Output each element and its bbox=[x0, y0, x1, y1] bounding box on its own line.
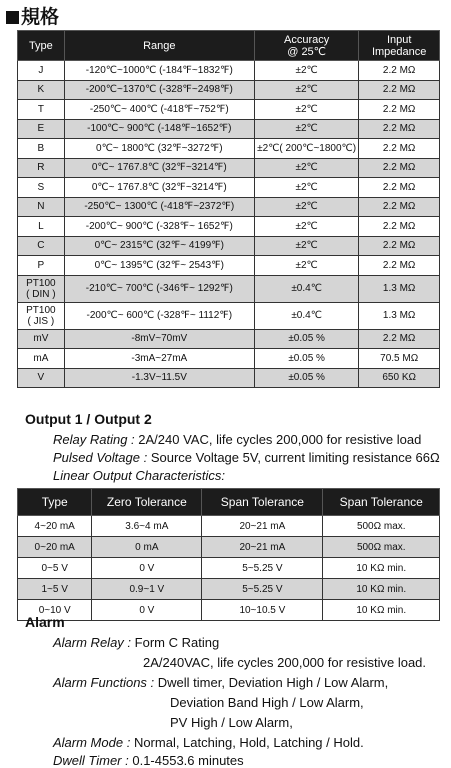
cell-range: -200℃~1370℃ (-328℉~2498℉) bbox=[64, 80, 254, 100]
cell-type: E bbox=[18, 119, 65, 139]
cell-type: PT100 ( JIS ) bbox=[18, 302, 65, 329]
cell-span: 20~21 mA bbox=[202, 516, 323, 537]
col-impedance: Input Impedance bbox=[359, 31, 440, 61]
table-row bbox=[18, 119, 440, 139]
col-accuracy: Accuracy @ 25℃ bbox=[254, 31, 358, 61]
table-row bbox=[18, 158, 440, 178]
table-row bbox=[18, 275, 440, 302]
cell-impedance: 2.2 MΩ bbox=[359, 61, 440, 81]
cell-span: 5~5.25 V bbox=[202, 558, 323, 579]
cell-range: -8mV~70mV bbox=[64, 329, 254, 349]
cell-type: 0~20 mA bbox=[18, 537, 92, 558]
linear-output-label: Linear Output Characteristics: bbox=[53, 468, 225, 483]
cell-type: mA bbox=[18, 349, 65, 369]
cell-type: L bbox=[18, 217, 65, 237]
cell-impedance: 2.2 MΩ bbox=[359, 197, 440, 217]
table-row bbox=[18, 302, 440, 329]
cell-zero: 0 V bbox=[92, 600, 202, 621]
cell-type: 0~10 V bbox=[18, 600, 92, 621]
cell-type: 1~5 V bbox=[18, 579, 92, 600]
cell-span: 20~21 mA bbox=[202, 537, 323, 558]
cell-accuracy: ±2℃ bbox=[254, 178, 358, 198]
cell-accuracy: ±0.4℃ bbox=[254, 302, 358, 329]
cell-range: 0℃~ 1800℃ (32℉~3272℉) bbox=[64, 139, 254, 159]
cell-range: -210℃~ 700℃ (-346℉~ 1292℉) bbox=[64, 275, 254, 302]
table-row bbox=[18, 236, 440, 256]
cell-accuracy: ±2℃ bbox=[254, 119, 358, 139]
alarm-functions: Alarm Functions : Dwell timer, Deviation High / Low Alarm, bbox=[53, 675, 389, 690]
cell-range: -200℃~ 900℃ (-328℉~ 1652℉) bbox=[64, 217, 254, 237]
cell-accuracy: ±0.05 % bbox=[254, 329, 358, 349]
cell-impedance: 2.2 MΩ bbox=[359, 329, 440, 349]
cell-type: mV bbox=[18, 329, 65, 349]
cell-type: N bbox=[18, 197, 65, 217]
cell-range: 0℃~ 1767.8℃ (32℉~3214℉) bbox=[64, 158, 254, 178]
cell-type: 4~20 mA bbox=[18, 516, 92, 537]
cell-impedance: 1.3 MΩ bbox=[359, 302, 440, 329]
cell-range: 0℃~ 2315℃ (32℉~ 4199℉) bbox=[64, 236, 254, 256]
cell-accuracy: ±0.05 % bbox=[254, 368, 358, 388]
cell-span: 5~5.25 V bbox=[202, 579, 323, 600]
cell-zero: 0 mA bbox=[92, 537, 202, 558]
table-row bbox=[18, 368, 440, 388]
col-range: Range bbox=[64, 31, 254, 61]
alarm-relay: Alarm Relay : Form C Rating bbox=[53, 635, 220, 650]
table-row bbox=[18, 516, 440, 537]
alarm-title: Alarm bbox=[25, 614, 65, 630]
cell-zero: 0 V bbox=[92, 558, 202, 579]
cell-accuracy: ±2℃ bbox=[254, 158, 358, 178]
cell-range: -120℃~1000℃ (-184℉~1832℉) bbox=[64, 61, 254, 81]
cell-impedance: 2.2 MΩ bbox=[359, 256, 440, 276]
square-bullet-icon bbox=[6, 11, 19, 24]
alarm-relay-rating: 2A/240VAC, life cycles 200,000 for resistive load. bbox=[143, 655, 427, 670]
dwell-timer: Dwell Timer : 0.1-4553.6 minutes bbox=[53, 753, 244, 768]
cell-span2: 500Ω max. bbox=[323, 516, 440, 537]
cell-span: 10~10.5 V bbox=[202, 600, 323, 621]
cell-zero: 3.6~4 mA bbox=[92, 516, 202, 537]
cell-impedance: 2.2 MΩ bbox=[359, 80, 440, 100]
table-row bbox=[18, 558, 440, 579]
cell-impedance: 2.2 MΩ bbox=[359, 100, 440, 120]
table-row bbox=[18, 178, 440, 198]
cell-impedance: 2.2 MΩ bbox=[359, 158, 440, 178]
cell-impedance: 1.3 MΩ bbox=[359, 275, 440, 302]
cell-accuracy: ±2℃ bbox=[254, 80, 358, 100]
cell-impedance: 2.2 MΩ bbox=[359, 236, 440, 256]
cell-accuracy: ±2℃( 200℃~1800℃) bbox=[254, 139, 358, 159]
cell-span2: 10 KΩ min. bbox=[323, 579, 440, 600]
cell-impedance: 2.2 MΩ bbox=[359, 139, 440, 159]
cell-accuracy: ±0.4℃ bbox=[254, 275, 358, 302]
cell-range: -250℃~ 1300℃ (-418℉~2372℉) bbox=[64, 197, 254, 217]
cell-type: PT100 ( DIN ) bbox=[18, 275, 65, 302]
cell-span2: 10 KΩ min. bbox=[323, 558, 440, 579]
col-zero-tolerance: Zero Tolerance bbox=[92, 489, 202, 516]
input-spec-table bbox=[17, 30, 440, 388]
cell-impedance: 2.2 MΩ bbox=[359, 217, 440, 237]
cell-type: S bbox=[18, 178, 65, 198]
cell-range: -1.3V~11.5V bbox=[64, 368, 254, 388]
cell-accuracy: ±2℃ bbox=[254, 217, 358, 237]
output-title: Output 1 / Output 2 bbox=[25, 411, 152, 427]
cell-impedance: 70.5 MΩ bbox=[359, 349, 440, 369]
alarm-mode: Alarm Mode : Normal, Latching, Hold, Latching / Hold. bbox=[53, 735, 364, 750]
cell-impedance: 650 KΩ bbox=[359, 368, 440, 388]
cell-zero: 0.9~1 V bbox=[92, 579, 202, 600]
table-row bbox=[18, 80, 440, 100]
col-span-tolerance: Span Tolerance bbox=[202, 489, 323, 516]
cell-range: -250℃~ 400℃ (-418℉~752℉) bbox=[64, 100, 254, 120]
cell-accuracy: ±2℃ bbox=[254, 61, 358, 81]
cell-range: 0℃~ 1395℃ (32℉~ 2543℉) bbox=[64, 256, 254, 276]
relay-rating: Relay Rating : 2A/240 VAC, life cycles 200,000 for resistive load bbox=[53, 432, 422, 447]
table-row bbox=[18, 139, 440, 159]
cell-accuracy: ±0.05 % bbox=[254, 349, 358, 369]
table-row bbox=[18, 579, 440, 600]
cell-range: -200℃~ 600℃ (-328℉~ 1112℉) bbox=[64, 302, 254, 329]
table-row bbox=[18, 61, 440, 81]
cell-type: T bbox=[18, 100, 65, 120]
cell-accuracy: ±2℃ bbox=[254, 256, 358, 276]
col-span-tolerance-2: Span Tolerance bbox=[323, 489, 440, 516]
table-row bbox=[18, 537, 440, 558]
cell-type: K bbox=[18, 80, 65, 100]
cell-type: B bbox=[18, 139, 65, 159]
cell-accuracy: ±2℃ bbox=[254, 197, 358, 217]
cell-range: -3mA~27mA bbox=[64, 349, 254, 369]
col-out-type: Type bbox=[18, 489, 92, 516]
table-row bbox=[18, 349, 440, 369]
cell-accuracy: ±2℃ bbox=[254, 236, 358, 256]
table-row bbox=[18, 100, 440, 120]
table-row bbox=[18, 197, 440, 217]
cell-type: 0~5 V bbox=[18, 558, 92, 579]
table-row bbox=[18, 256, 440, 276]
pulsed-voltage: Pulsed Voltage : Source Voltage 5V, current limiting resistance 66Ω bbox=[53, 450, 440, 465]
cell-impedance: 2.2 MΩ bbox=[359, 178, 440, 198]
cell-range: -100℃~ 900℃ (-148℉~1652℉) bbox=[64, 119, 254, 139]
cell-range: 0℃~ 1767.8℃ (32℉~3214℉) bbox=[64, 178, 254, 198]
output-table bbox=[17, 488, 440, 621]
cell-type: C bbox=[18, 236, 65, 256]
cell-type: V bbox=[18, 368, 65, 388]
cell-type: R bbox=[18, 158, 65, 178]
cell-impedance: 2.2 MΩ bbox=[359, 119, 440, 139]
cell-type: J bbox=[18, 61, 65, 81]
cell-type: P bbox=[18, 256, 65, 276]
table-row bbox=[18, 329, 440, 349]
col-type: Type bbox=[18, 31, 65, 61]
alarm-functions-3: PV High / Low Alarm, bbox=[170, 715, 293, 730]
section-heading: 規格 bbox=[6, 2, 59, 29]
table-row bbox=[18, 600, 440, 621]
cell-accuracy: ±2℃ bbox=[254, 100, 358, 120]
alarm-functions-2: Deviation Band High / Low Alarm, bbox=[170, 695, 364, 710]
cell-span2: 500Ω max. bbox=[323, 537, 440, 558]
table-row bbox=[18, 217, 440, 237]
cell-span2: 10 KΩ min. bbox=[323, 600, 440, 621]
